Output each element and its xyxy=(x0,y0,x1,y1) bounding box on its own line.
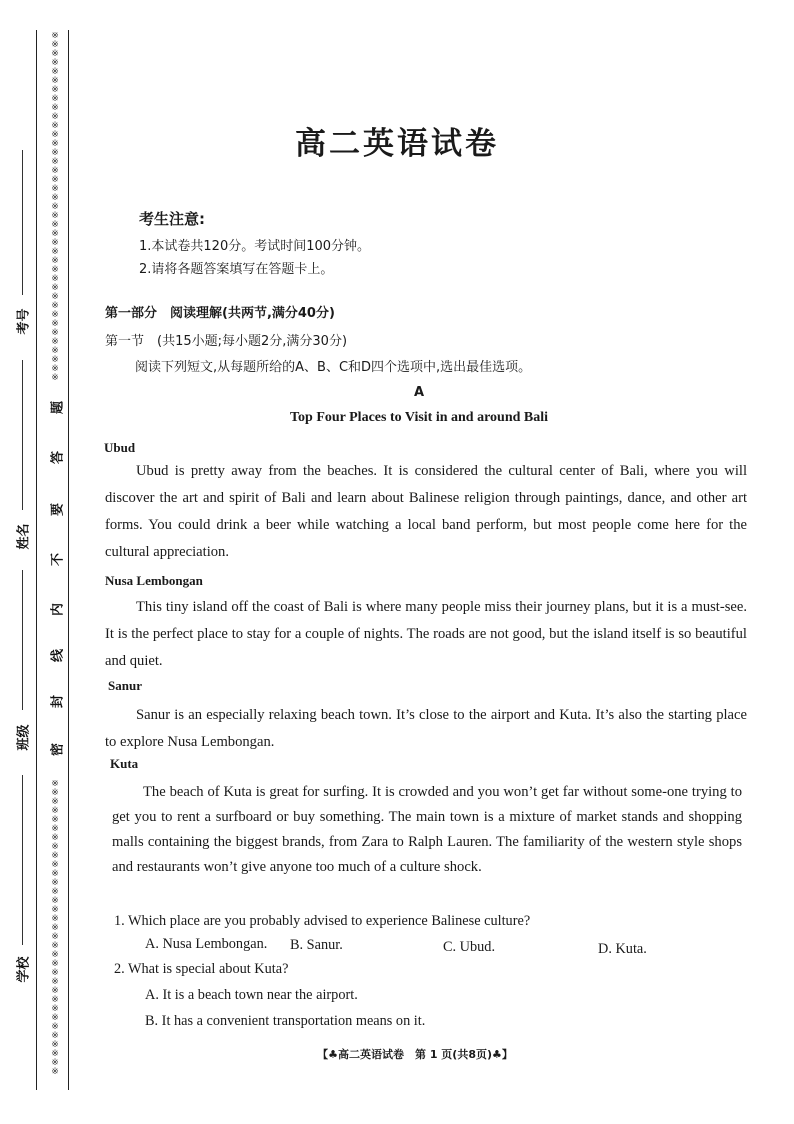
answer-option: B. Sanur. xyxy=(290,937,343,953)
question-stem: 1. Which place are you probably advised to experience Balinese culture? xyxy=(114,913,531,929)
exam-number-label: 考号 xyxy=(16,308,32,335)
name-label: 姓名 xyxy=(16,523,32,550)
place-paragraph: Sanur is an especially relaxing beach town. It’s close to the airport and Kuta. It’s also the starting place to explore Nusa Lembongan. xyxy=(105,707,747,750)
place-heading: Sanur xyxy=(108,678,142,693)
page-footer: 【♣高二英语试卷 第 1 页(共8页)♣】 xyxy=(317,1048,513,1061)
seal-char: 封 xyxy=(50,695,66,709)
answer-option: D. Kuta. xyxy=(598,941,647,957)
question-stem: 2. What is special about Kuta? xyxy=(114,961,289,977)
seal-char: 密 xyxy=(50,743,66,757)
star-column-top: ※※※※※※※※※※※※※※※※※※※※※※※※※※※※※※※※※※※※※※※ xyxy=(51,32,59,380)
margin-border-outer xyxy=(36,30,37,1090)
star-column-bottom: ※※※※※※※※※※※※※※※※※※※※※※※※※※※※※※※※※ xyxy=(51,780,59,1077)
passage-title: Top Four Places to Visit in and around Bali xyxy=(289,410,549,425)
place-paragraph: The beach of Kuta is great for surfing. It is crowded and you won’t get far without some-one trying to get you to rent a surfboard or buy something. The main town is a mixture of market stands and shopping malls containing the biggest brands, from Zara to Ralph Lauren. The familiarity of the western style shops and restaurants won’t give anyone too much of a culture shock. xyxy=(112,784,742,875)
place-heading: Ubud xyxy=(104,440,136,455)
seal-char: 题 xyxy=(50,401,66,415)
place-paragraph: Ubud is pretty away from the beaches. It is considered the cultural center of Bali, where you will discover the art and spirit of Bali and learn about Balinese religion through paintings, dance, and other art forms. You could drink a beer while watching a local band perform, but most people come here for the cultural appreciation. xyxy=(105,463,747,560)
name-line xyxy=(22,360,23,510)
class-line xyxy=(22,570,23,710)
school-line xyxy=(22,775,23,945)
passage-letter: A xyxy=(413,385,425,400)
seal-char: 线 xyxy=(50,649,66,663)
margin-border-inner xyxy=(68,30,69,1090)
place-paragraph: This tiny island off the coast of Bali is where many people miss their journey plans, but it is a must-see. It is the perfect place to stay for a couple of nights. The roads are not good, but the island itself is so beautiful and quiet. xyxy=(105,599,747,669)
place-heading: Nusa Lembongan xyxy=(105,573,203,588)
instruction-text: 阅读下列短文,从每题所给的A、B、C和D四个选项中,选出最佳选项。 xyxy=(135,360,532,375)
notice-heading: 考生注意: xyxy=(139,210,205,228)
exam-number-line xyxy=(22,150,23,295)
answer-option: A. It is a beach town near the airport. xyxy=(145,987,358,1003)
answer-option: C. Ubud. xyxy=(443,939,496,955)
seal-char: 答 xyxy=(50,451,66,465)
notice-item: 1.本试卷共120分。考试时间100分钟。 xyxy=(139,239,371,254)
page-title: 高二英语试卷 xyxy=(295,126,499,162)
seal-char: 不 xyxy=(50,553,66,567)
seal-char: 要 xyxy=(50,503,66,517)
answer-option: A. Nusa Lembongan. xyxy=(145,936,268,952)
section-heading: 第一节 (共15小题;每小题2分,满分30分) xyxy=(105,334,348,349)
part-heading: 第一部分 阅读理解(共两节,满分40分) xyxy=(105,306,335,321)
seal-char: 内 xyxy=(50,603,66,617)
place-heading: Kuta xyxy=(110,756,139,771)
answer-option: B. It has a convenient transportation means on it. xyxy=(145,1013,426,1029)
school-label: 学校 xyxy=(16,956,32,983)
class-label: 班级 xyxy=(16,724,32,751)
notice-item: 2.请将各题答案填写在答题卡上。 xyxy=(139,262,334,277)
